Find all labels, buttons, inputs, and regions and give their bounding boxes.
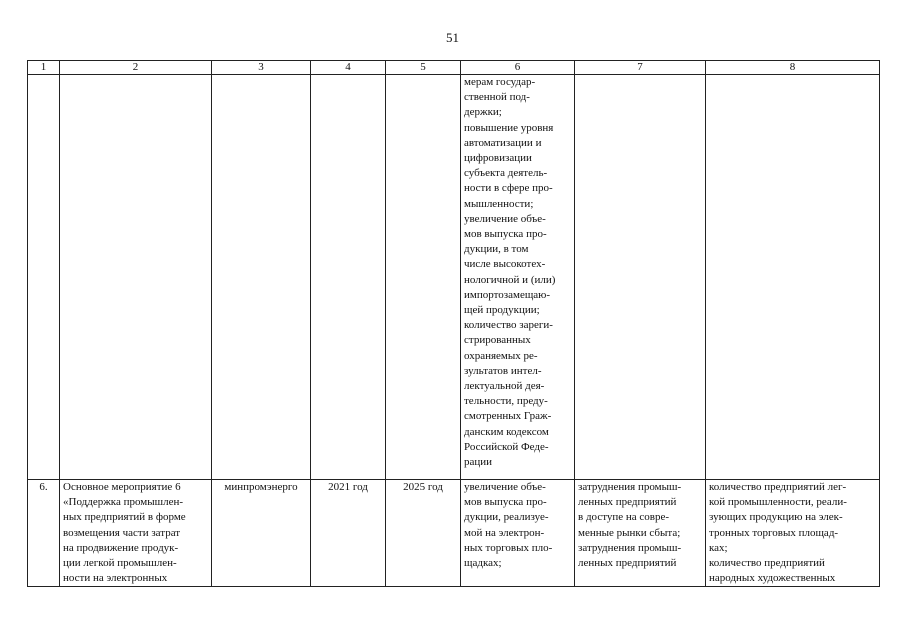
related-indicators: количество предприятий лег- кой промышленности, реали- зующих продукцию на элек- тронных торговых площад- ках; количество предприятий народных художественных <box>706 480 880 587</box>
continued-col8 <box>706 75 880 480</box>
column-number-4: 4 <box>311 61 386 75</box>
column-number-2: 2 <box>60 61 212 75</box>
page-number: 51 <box>446 30 459 45</box>
start-year: 2021 год <box>311 480 386 587</box>
measures-table <box>27 60 880 587</box>
row-number: 6. <box>28 480 60 587</box>
column-number-3: 3 <box>212 61 311 75</box>
column-number-7: 7 <box>575 61 706 75</box>
measure-name: Основное мероприятие 6 «Поддержка промышлен- ных предприятий в форме возмещения части затрат на продвижение продук- ции легкой промышлен- ности на электронных <box>60 480 212 587</box>
responsible-executor: минпромэнерго <box>212 480 311 587</box>
continued-col2 <box>60 75 212 480</box>
column-number-6: 6 <box>461 61 575 75</box>
expected-results: увеличение объе- мов выпуска про- дукции, реализуе- мой на электрон- ных торговых пло- щадках; <box>461 480 575 587</box>
column-number-5: 5 <box>386 61 461 75</box>
column-number-8: 8 <box>706 61 880 75</box>
continued-col1 <box>28 75 60 480</box>
continued-row <box>28 75 880 480</box>
consequences: затруднения промыш- ленных предприятий в доступе на совре- менные рынки сбыта; затруднения промыш- ленных предприятий <box>575 480 706 587</box>
continued-col3 <box>212 75 311 480</box>
table-row-6 <box>28 480 880 587</box>
end-year: 2025 год <box>386 480 461 587</box>
continued-col7 <box>575 75 706 480</box>
continued-col4 <box>311 75 386 480</box>
continued-col5 <box>386 75 461 480</box>
column-number-row <box>28 61 880 75</box>
continued-indicators: мерам государ- ственной под- держки; повышение уровня автоматизации и цифровизации субъекта деятель- ности в сфере про- мышленности; увеличение объе- мов выпуска про- дукции, в том числе высокотех- нологичной и (или) импортозамещаю- щей продукции; количество зареги- стрированных охраняемых ре- зультатов интел- лектуальной дея- тельности, преду- смотренных Граж- данским кодексом Российской Феде- рации <box>461 75 575 480</box>
column-number-1: 1 <box>28 61 60 75</box>
